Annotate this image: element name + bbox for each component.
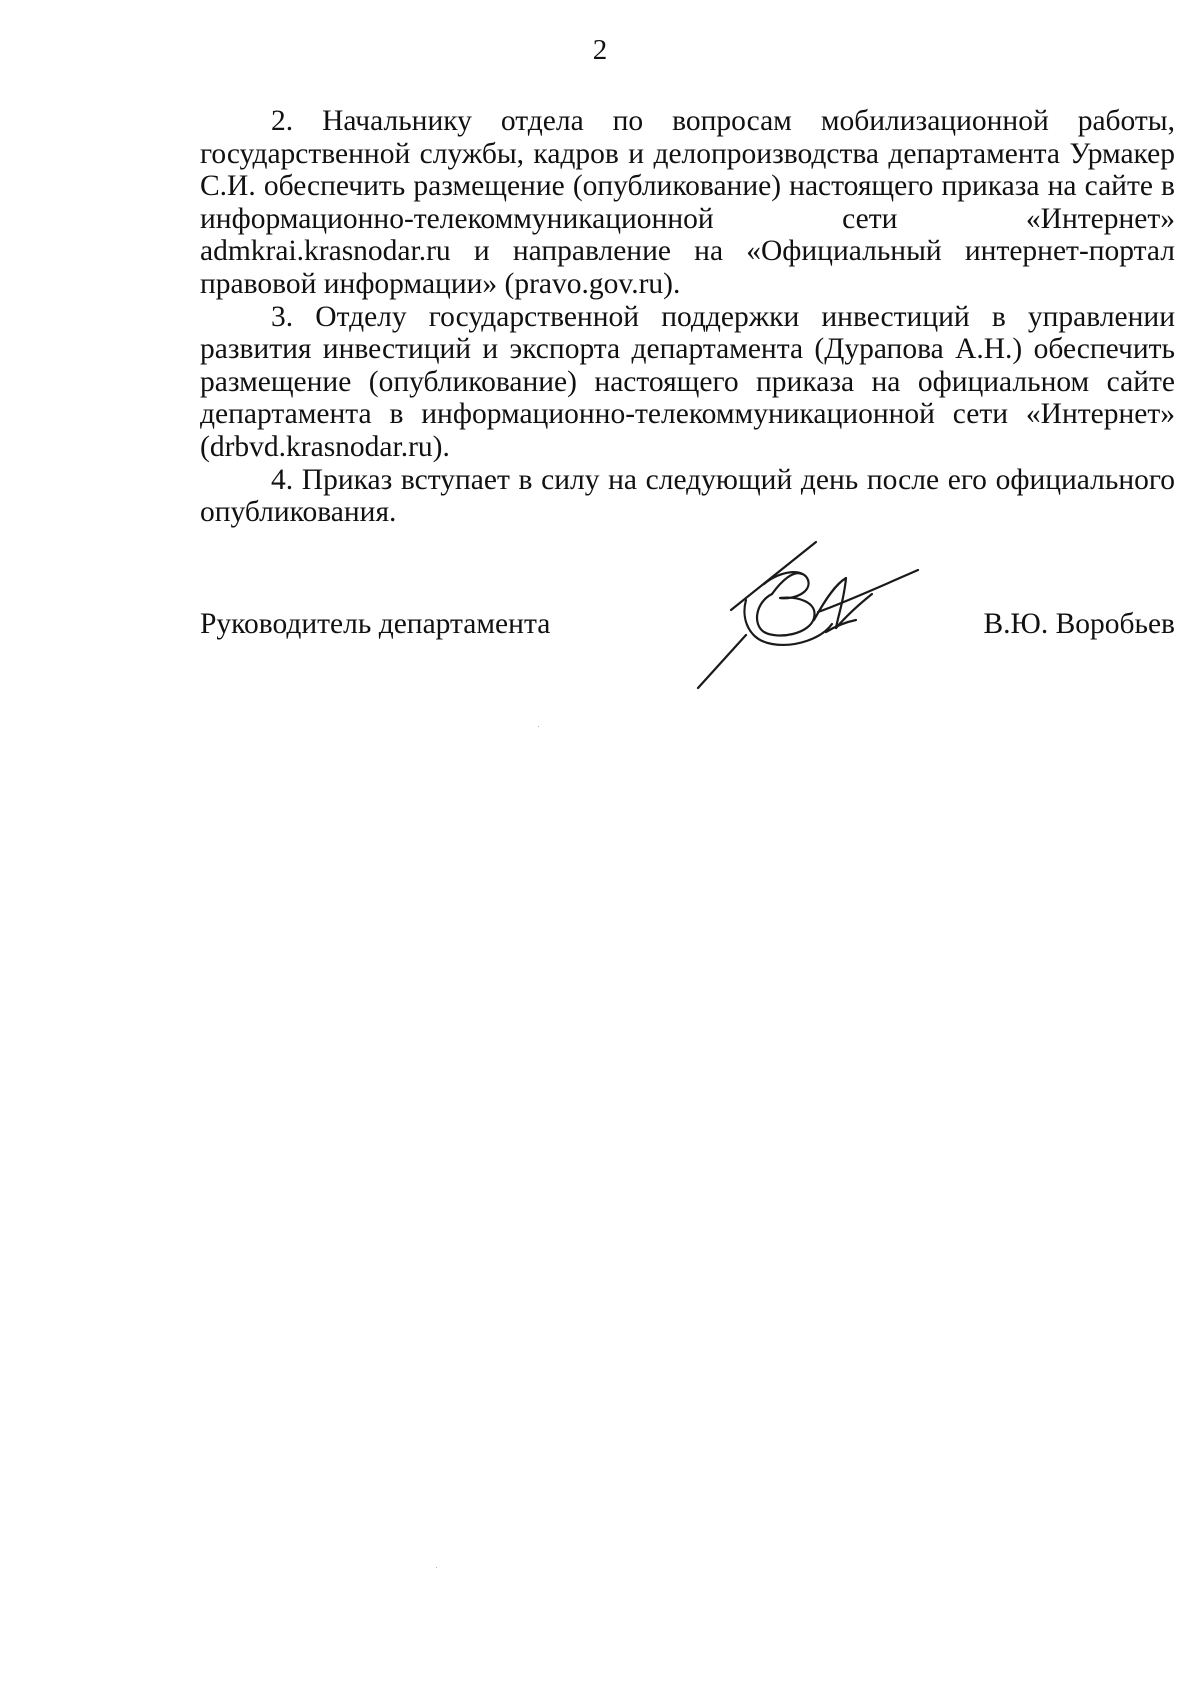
handwritten-signature — [686, 540, 936, 690]
paragraph-4: 4. Приказ вступает в силу на следующий день после его официального опубликования. — [200, 463, 1175, 529]
signer-name: В.Ю. Воробьев — [983, 608, 1175, 640]
page-number: 2 — [592, 34, 608, 66]
scan-speck — [538, 726, 539, 727]
document-body — [200, 105, 1175, 529]
paragraph-2: 2. Начальнику отдела по вопросам мобилизационной работы, государственной службы, кадров и делопроизводства департамента Урмакер С.И. обеспечить размещение (опубликование) настоящего приказа на сайте в информационно-телекоммуникационной сети «Интернет» admkrai.krasnodar.ru и направление на «Официальный интернет-портал правовой информации» (pravo.gov.ru). — [200, 105, 1175, 300]
signer-title: Руководитель департамента — [200, 608, 551, 640]
scan-speck — [436, 1567, 437, 1568]
paragraph-3: 3. Отделу государственной поддержки инвестиций в управлении развития инвестиций и экспорта департамента (Дурапова А.Н.) обеспечить размещение (опубликование) настоящего приказа на официальном сайте департамента в информационно-телекоммуникационной сети «Интернет» (drbvd.krasnodar.ru). — [200, 300, 1175, 463]
